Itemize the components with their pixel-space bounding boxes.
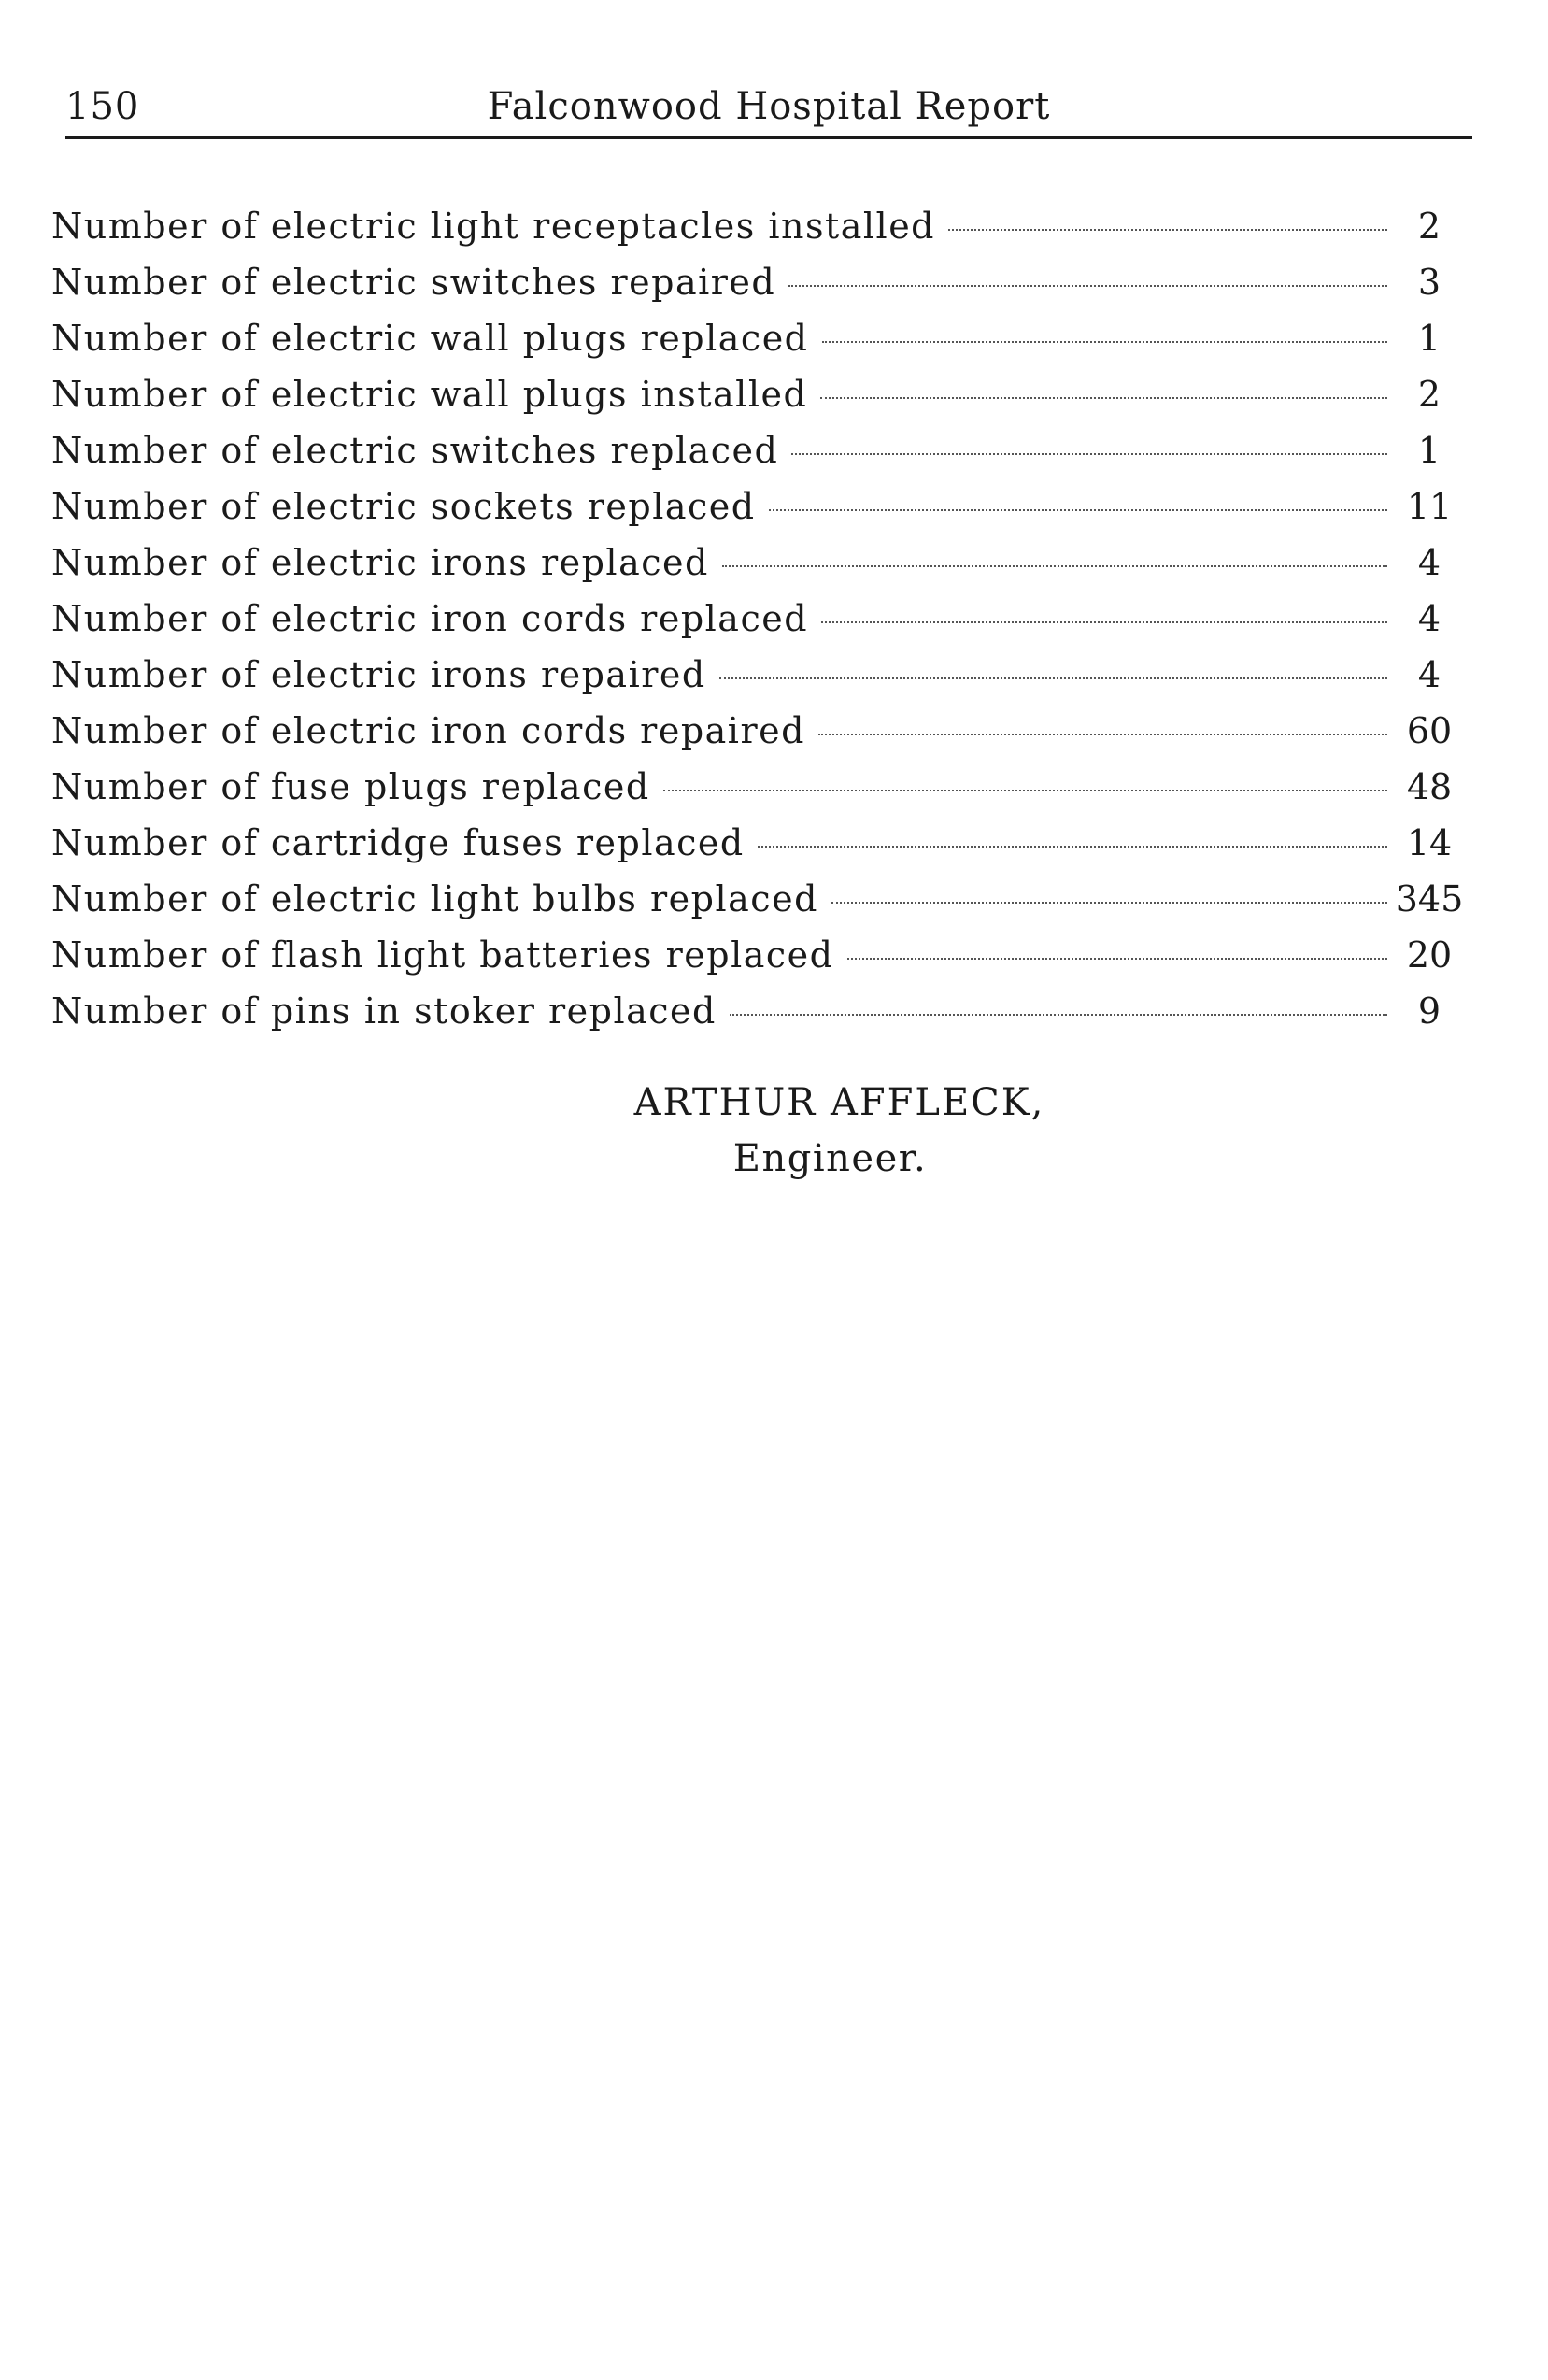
item-value: 4 [1417, 542, 1441, 583]
signatory-title: Engineer. [732, 1137, 928, 1180]
item-label: Number of electric light receptacles installed [51, 206, 936, 247]
item-label: Number of electric switches replaced [51, 430, 779, 471]
item-label: Number of pins in stoker replaced [51, 990, 717, 1032]
dot-leader [788, 284, 1387, 287]
item-value: 48 [1406, 766, 1453, 807]
item-value: 3 [1417, 262, 1441, 303]
item-label: Number of cartridge fuses replaced [51, 822, 745, 863]
list-item [51, 703, 1471, 759]
list-item [51, 759, 1471, 815]
dot-leader [730, 1013, 1387, 1016]
dot-leader [820, 396, 1387, 399]
list-item [51, 815, 1471, 871]
dot-leader [821, 620, 1387, 623]
signatory-name: ARTHUR AFFLECK, [633, 1081, 1045, 1124]
item-value: 1 [1417, 318, 1441, 359]
dot-leader [948, 228, 1387, 231]
list-item [51, 478, 1471, 534]
item-value: 1 [1417, 430, 1441, 471]
list-item [51, 983, 1471, 1039]
item-label: Number of flash light batteries replaced [51, 934, 834, 976]
item-value: 2 [1417, 206, 1441, 247]
running-title: Falconwood Hospital Report [487, 85, 1051, 128]
item-label: Number of electric wall plugs replaced [51, 318, 809, 359]
signature-block [0, 1075, 1548, 1187]
list-item [51, 366, 1471, 422]
dot-leader [719, 677, 1387, 679]
item-value: 4 [1417, 654, 1441, 695]
list-item [51, 198, 1471, 254]
item-value: 2 [1417, 374, 1441, 415]
dot-leader [722, 564, 1387, 567]
dot-leader [758, 845, 1387, 848]
page-number: 150 [65, 85, 140, 128]
item-label: Number of electric wall plugs installed [51, 374, 808, 415]
item-label: Number of electric switches repaired [51, 262, 776, 303]
dot-leader [791, 452, 1387, 455]
item-label: Number of electric sockets replaced [51, 486, 756, 527]
dot-leader [847, 957, 1388, 960]
dot-leader [831, 901, 1387, 904]
item-label: Number of electric iron cords repaired [51, 710, 805, 751]
item-value: 14 [1406, 822, 1453, 863]
list-item [51, 871, 1471, 927]
list-item [51, 534, 1471, 591]
item-list [51, 198, 1471, 1039]
dot-leader [818, 733, 1387, 735]
item-value: 60 [1406, 710, 1453, 751]
dot-leader [822, 340, 1387, 343]
item-label: Number of electric iron cords replaced [51, 598, 809, 639]
list-item [51, 927, 1471, 983]
item-value: 345 [1395, 878, 1464, 919]
list-item [51, 254, 1471, 310]
item-label: Number of electric irons repaired [51, 654, 706, 695]
item-value: 20 [1406, 934, 1453, 976]
item-value: 4 [1417, 598, 1441, 639]
list-item [51, 647, 1471, 703]
list-item [51, 422, 1471, 478]
item-value: 11 [1406, 486, 1453, 527]
item-value: 9 [1417, 990, 1441, 1032]
page-header [65, 80, 1472, 139]
list-item [51, 591, 1471, 647]
list-item [51, 310, 1471, 366]
item-label: Number of electric light bulbs replaced [51, 878, 818, 919]
item-label: Number of electric irons replaced [51, 542, 709, 583]
item-label: Number of fuse plugs replaced [51, 766, 650, 807]
dot-leader [769, 508, 1387, 511]
dot-leader [663, 789, 1387, 791]
